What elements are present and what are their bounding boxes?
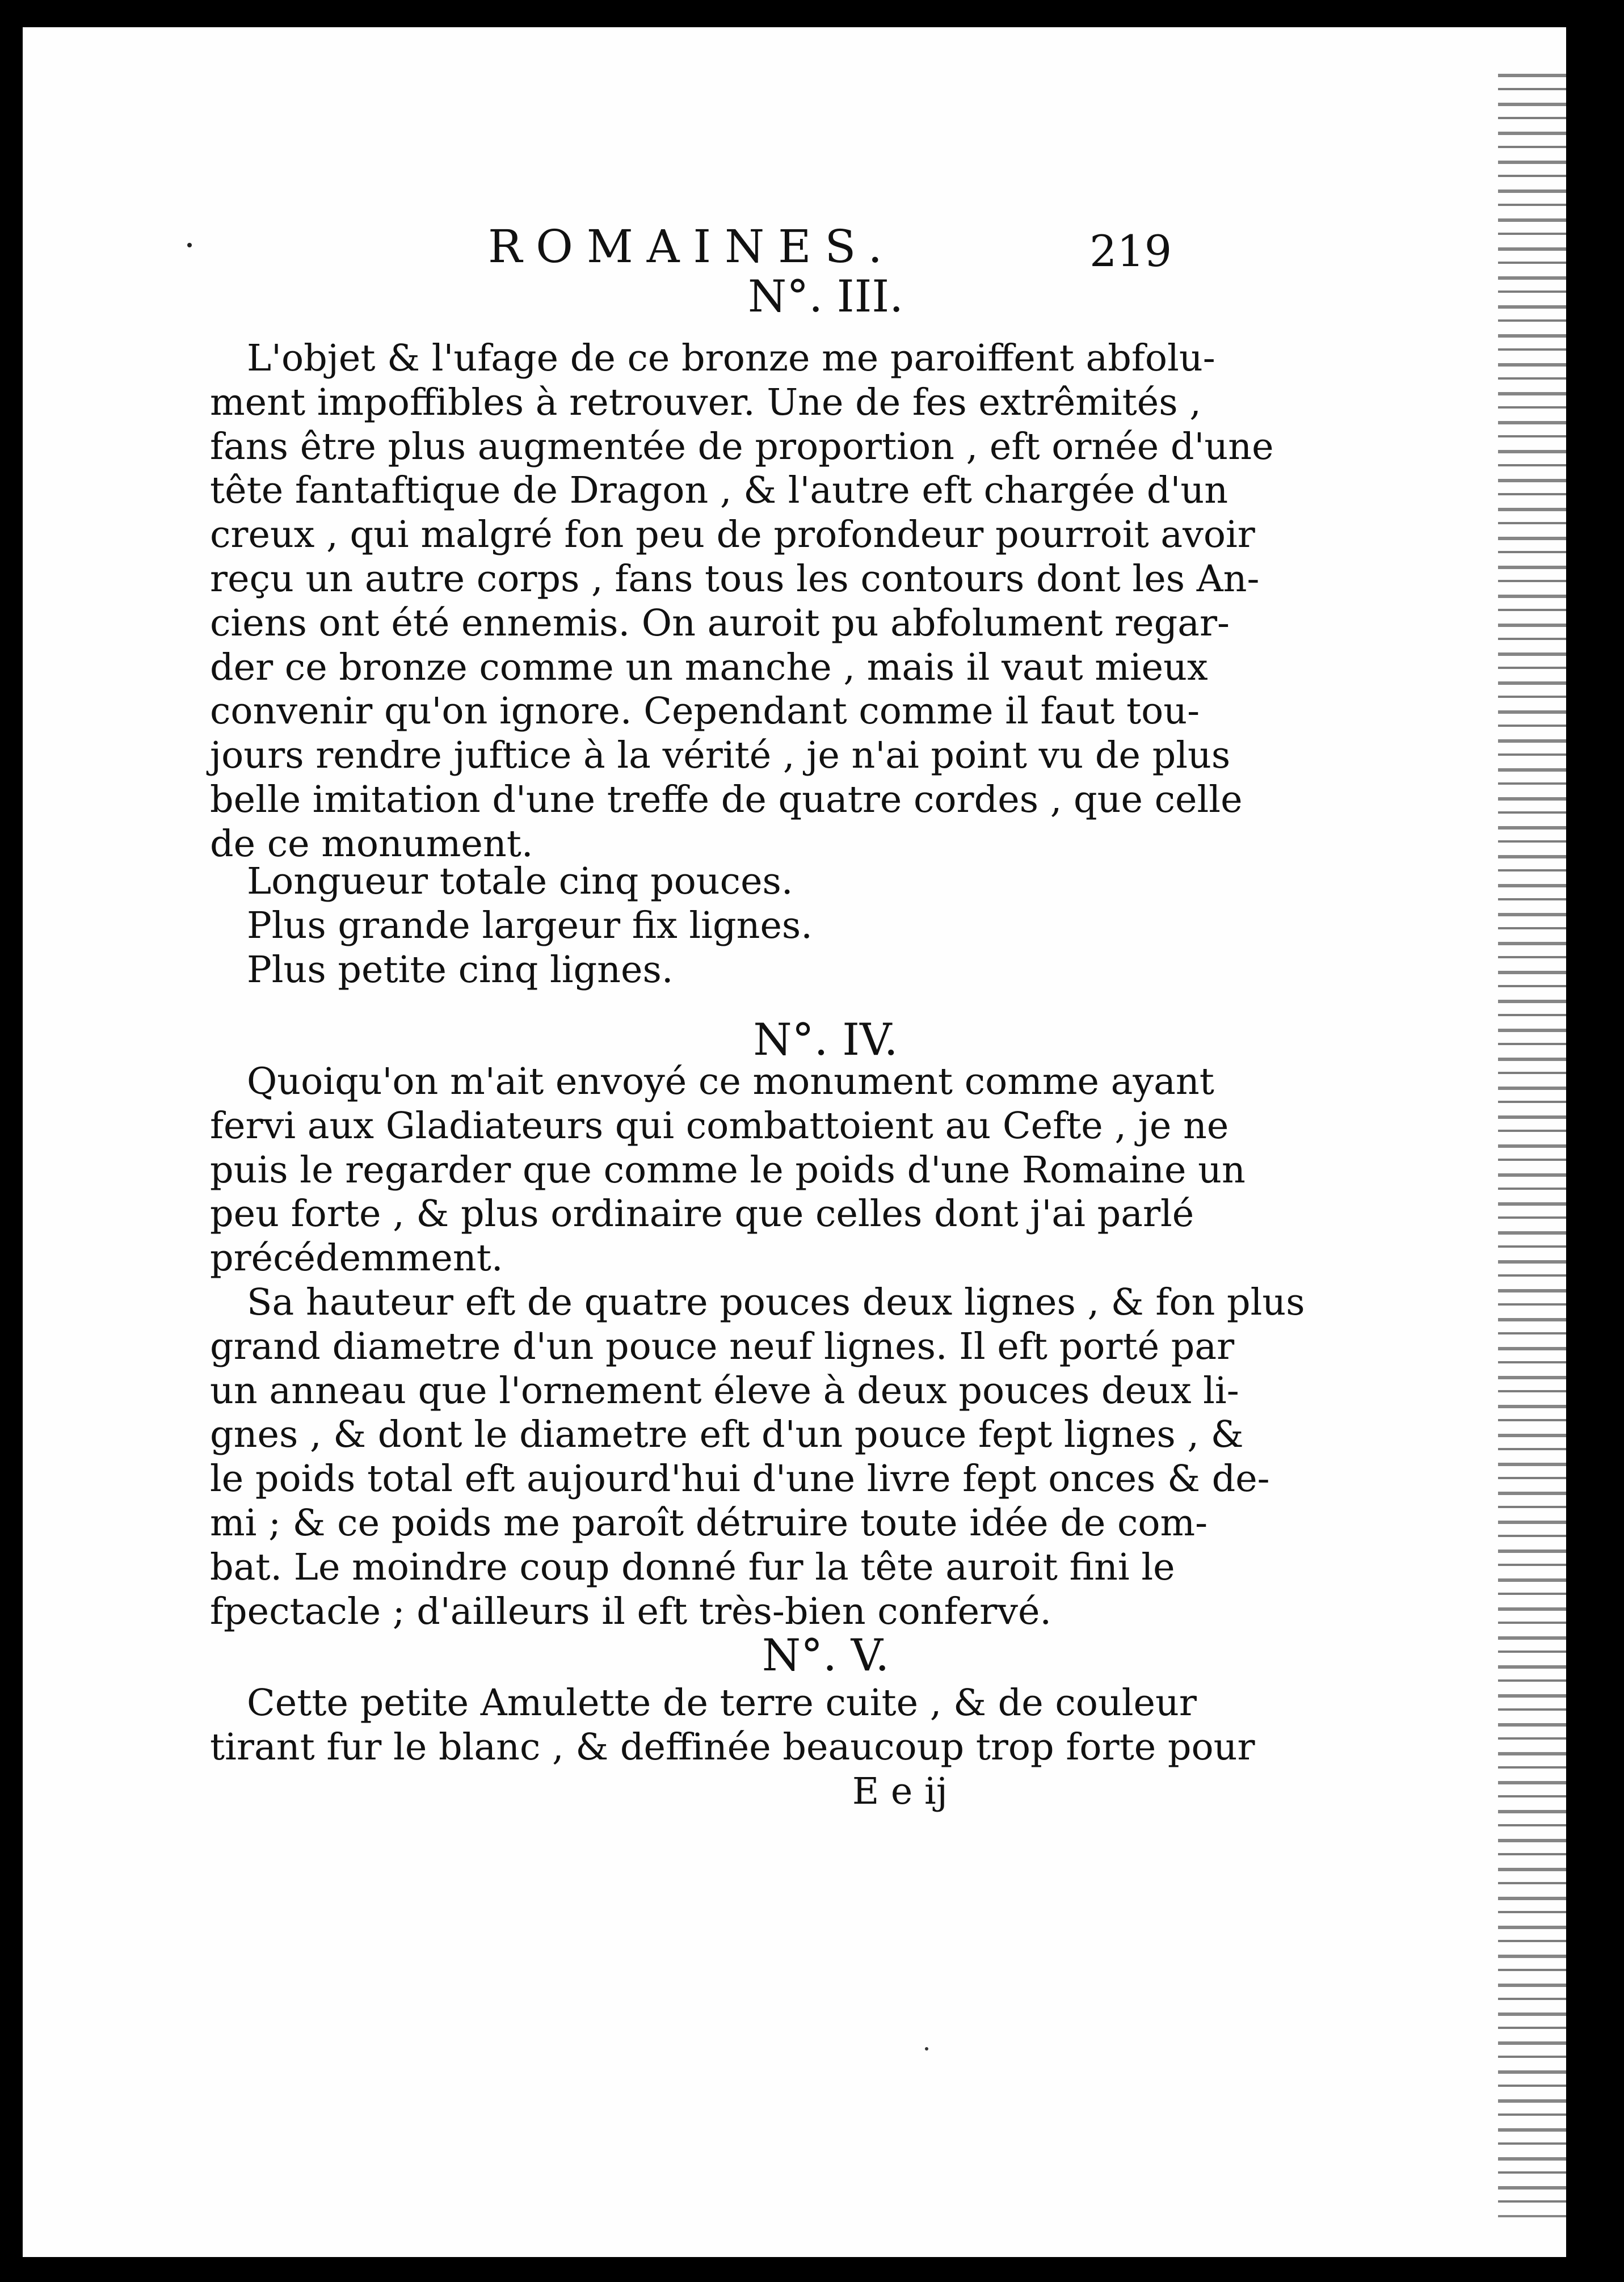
text-line: de ce monument.: [210, 822, 533, 865]
text-line: puis le regarder que comme le poids d'une Romaine un: [210, 1148, 1246, 1191]
text-line: le poids total eft aujourd'hui d'une livre fept onces & de-: [210, 1458, 1270, 1501]
running-head: ROMAINES.: [488, 220, 896, 273]
text-line: fpectacle ; d'ailleurs il eft très-bien confervé.: [210, 1590, 1052, 1633]
section-heading-4: N°. IV.: [753, 1014, 898, 1066]
text-line: convenir qu'on ignore. Cependant comme il faut tou-: [210, 690, 1200, 733]
text-line: un anneau que l'ornement éleve à deux pouces deux li-: [210, 1369, 1239, 1412]
ink-speck: [925, 2047, 928, 2051]
text-line: belle imitation d'une treffe de quatre cordes , que celle: [210, 778, 1243, 821]
section-5-text: [210, 1681, 1255, 1813]
text-line: fans être plus augmentée de proportion , eft ornée d'une: [210, 425, 1274, 468]
measurement-line: Longueur totale cinq pouces.: [247, 860, 793, 903]
text-line: mi ; & ce poids me paroît détruire toute idée de com-: [210, 1501, 1208, 1544]
ink-dot: [187, 243, 192, 247]
text-line: gnes , & dont le diametre eft d'un pouce fept lignes , &: [210, 1413, 1244, 1456]
text-line: bat. Le moindre coup donné fur la tête auroit fini le: [210, 1546, 1175, 1589]
text-line: peu forte , & plus ordinaire que celles dont j'ai parlé: [210, 1193, 1194, 1236]
text-line: Sa hauteur eft de quatre pouces deux lignes , & fon plus: [247, 1281, 1305, 1324]
text-line: ment impoffibles à retrouver. Une de fes extrêmités ,: [210, 381, 1201, 424]
signature-mark: E e ij: [852, 1770, 948, 1813]
measurement-line: Plus grande largeur fix lignes.: [247, 904, 813, 947]
text-line: tirant fur le blanc , & deffinée beaucoup trop forte pour: [210, 1725, 1255, 1769]
text-line: Cette petite Amulette de terre cuite , & de couleur: [247, 1682, 1197, 1724]
section-heading-5: N°. V.: [761, 1630, 890, 1681]
section-3-text: [210, 336, 1274, 866]
text-line: der ce bronze comme un manche , mais il vaut mieux: [210, 646, 1208, 689]
measurement-line: Plus petite cinq lignes.: [247, 948, 674, 991]
text-line: jours rendre juftice à la vérité , je n'ai point vu de plus: [210, 734, 1231, 777]
page-edge: [1498, 61, 1566, 2217]
measurements: [247, 858, 1041, 991]
text-line: L'objet & l'ufage de ce bronze me paroiffent abfolu-: [247, 337, 1215, 380]
section-heading-3: N°. III.: [747, 271, 904, 322]
text-line: creux , qui malgré fon peu de profondeur pourroit avoir: [210, 513, 1255, 557]
text-line: grand diametre d'un pouce neuf lignes. Il eft porté par: [210, 1325, 1235, 1368]
text-line: ciens ont été ennemis. On auroit pu abfolument regar-: [210, 601, 1230, 645]
text-line: fervi aux Gladiateurs qui combattoient au Cefte , je ne: [210, 1104, 1229, 1147]
text-line: tête fantaftique de Dragon , & l'autre eft chargée d'un: [210, 469, 1228, 512]
text-line: reçu un autre corps , fans tous les contours dont les An-: [210, 557, 1260, 600]
text-line: précédemment.: [210, 1237, 503, 1280]
page-number: 219: [1089, 226, 1172, 276]
text-line: Quoiqu'on m'ait envoyé ce monument comme ayant: [247, 1060, 1214, 1103]
section-4-text: [210, 1060, 1305, 1633]
book-page: [23, 27, 1566, 2257]
